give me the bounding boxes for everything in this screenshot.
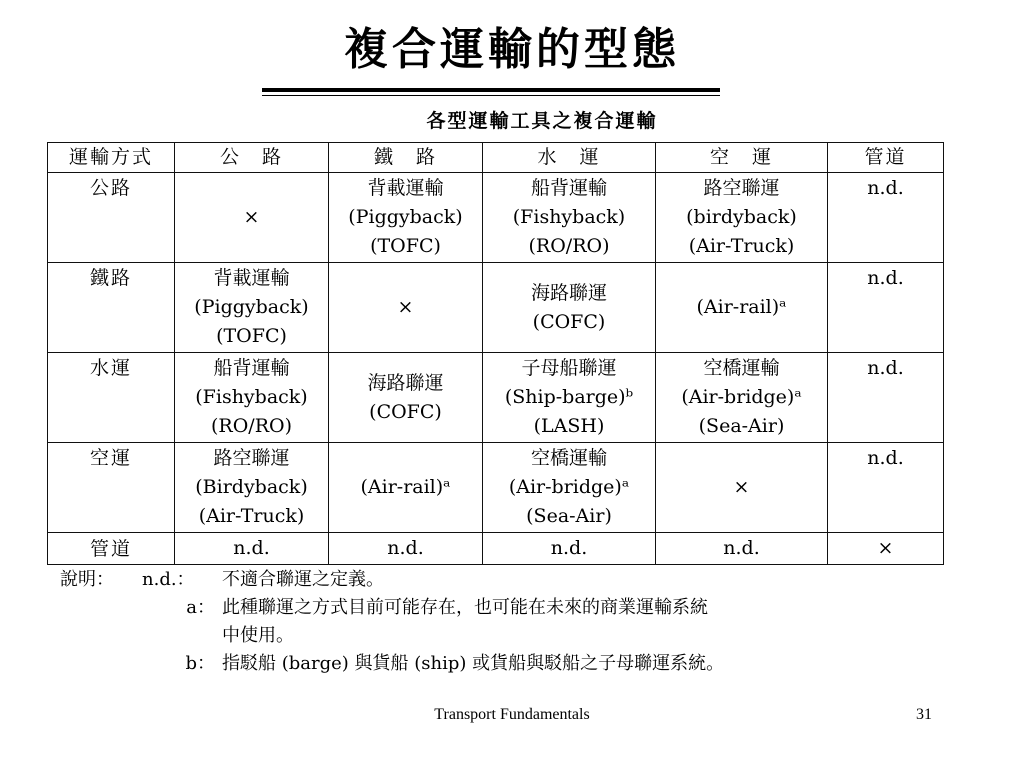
cell-text-line: (Air-rail)ᵃ: [696, 296, 787, 318]
note-key-b: b：: [185, 653, 215, 674]
cell-pipeline: [828, 173, 944, 263]
cell-text-line: (birdyback): [686, 206, 797, 228]
note-key-nd: n.d.：: [142, 569, 195, 590]
cell-rail: [329, 533, 483, 565]
note-text-a-line1: 此種聯運之方式目前可能存在，也可能在未來的商業運輸系統: [222, 597, 708, 618]
cell-water: [483, 173, 656, 263]
row-label: 水運: [48, 353, 175, 443]
cell-text-line: n.d.: [867, 267, 904, 289]
row-label: 鐵路: [48, 263, 175, 353]
cell-text-line: 空橋運輸: [530, 447, 607, 469]
cell-text-line: (Fishyback): [195, 386, 308, 408]
footer-title: Transport Fundamentals: [434, 706, 590, 723]
cell-text-line: 船背運輸: [530, 177, 607, 199]
cell-text-line: ×: [877, 537, 894, 559]
cell-text-line: n.d.: [867, 357, 904, 379]
page-number: 31: [916, 706, 932, 723]
cell-text-line: n.d.: [387, 537, 424, 559]
cell-text-line: ×: [243, 206, 260, 228]
cell-pipeline: [828, 533, 944, 565]
cell-text-line: (TOFC): [370, 235, 441, 257]
cell-text-line: 船背運輸: [213, 357, 290, 379]
cell-text-line: 空橋運輸: [703, 357, 780, 379]
cell-text-line: n.d.: [867, 447, 904, 469]
intermodal-matrix-table: [47, 142, 944, 565]
cell-text-line: (Birdyback): [195, 476, 308, 498]
cell-text-line: (RO/RO): [211, 415, 292, 437]
table-body: [48, 173, 944, 565]
cell-pipeline: [828, 443, 944, 533]
note-text-a-line2: 中使用。: [222, 625, 294, 646]
title-underline-thin: [262, 95, 720, 96]
slide-title: 複合運輸的型態: [344, 24, 680, 75]
notes-label: 說明：: [60, 569, 114, 590]
cell-pipeline: [828, 353, 944, 443]
cell-air: [656, 263, 828, 353]
cell-text-line: (Air-bridge)ᵃ: [681, 386, 802, 408]
table-row: [48, 263, 944, 353]
cell-text-line: 路空聯運: [703, 177, 780, 199]
cell-text-line: 路空聯運: [213, 447, 290, 469]
table-row: [48, 173, 944, 263]
row-label: 管道: [48, 533, 175, 565]
table-caption: 各型運輸工具之複合運輸: [426, 110, 658, 132]
note-text-b: 指駁船 (barge) 與貨船 (ship) 或貨船與駁船之子母聯運系統。: [222, 653, 725, 674]
cell-road: [175, 443, 329, 533]
table-row: [48, 353, 944, 443]
table-row: [48, 443, 944, 533]
cell-water: [483, 443, 656, 533]
cell-text-line: (TOFC): [216, 325, 287, 347]
cell-rail: [329, 263, 483, 353]
cell-text-line: (Piggyback): [348, 206, 463, 228]
cell-water: [483, 353, 656, 443]
cell-road: [175, 263, 329, 353]
note-key-a: a：: [186, 597, 215, 618]
cell-air: [656, 533, 828, 565]
cell-text-line: n.d.: [723, 537, 760, 559]
cell-text-line: 背載運輸: [367, 177, 444, 199]
cell-text-line: 子母船聯運: [521, 357, 617, 379]
cell-air: [656, 353, 828, 443]
cell-text-line: n.d.: [233, 537, 270, 559]
cell-text-line: n.d.: [550, 537, 588, 559]
cell-road: [175, 173, 329, 263]
header-mode: 運輸方式: [48, 143, 175, 173]
cell-text-line: (COFC): [532, 310, 606, 333]
cell-text-line: 海路聯運: [530, 281, 607, 304]
note-text-nd: 不適合聯運之定義。: [222, 569, 384, 590]
cell-text-line: 海路聯運: [367, 371, 444, 394]
header-pipeline: 管道: [828, 143, 944, 173]
cell-text-line: (Piggyback): [194, 296, 309, 318]
row-label: 公路: [48, 173, 175, 263]
header-water: 水 運: [483, 143, 656, 173]
header-road: 公 路: [175, 143, 329, 173]
header-rail: 鐵 路: [329, 143, 483, 173]
cell-text-line: (Air-Truck): [198, 505, 305, 527]
cell-rail: [329, 353, 483, 443]
cell-text-line: (RO/RO): [528, 235, 610, 257]
cell-air: [656, 173, 828, 263]
header-air: 空 運: [656, 143, 828, 173]
cell-text-line: (Sea-Air): [526, 505, 612, 527]
cell-text-line: ×: [733, 476, 750, 498]
cell-text-line: n.d.: [867, 177, 904, 199]
cell-text-line: (Air-Truck): [688, 235, 795, 257]
cell-water: [483, 533, 656, 565]
table-row: [48, 533, 944, 565]
cell-text-line: ×: [397, 296, 414, 318]
cell-road: [175, 533, 329, 565]
cell-text-line: (Ship-barge)ᵇ: [504, 386, 634, 408]
cell-text-line: (LASH): [533, 415, 605, 437]
title-underline-thick: [262, 88, 720, 92]
cell-pipeline: [828, 263, 944, 353]
cell-text-line: (Air-bridge)ᵃ: [508, 476, 630, 498]
cell-rail: [329, 173, 483, 263]
cell-rail: [329, 443, 483, 533]
cell-road: [175, 353, 329, 443]
cell-water: [483, 263, 656, 353]
cell-text-line: (Air-rail)ᵃ: [360, 476, 451, 498]
cell-text-line: (Sea-Air): [698, 415, 785, 437]
cell-text-line: 背載運輸: [213, 267, 290, 289]
cell-text-line: (Fishyback): [512, 206, 626, 228]
row-label: 空運: [48, 443, 175, 533]
table-header-row: [48, 143, 944, 173]
cell-air: [656, 443, 828, 533]
cell-text-line: (COFC): [369, 400, 442, 423]
